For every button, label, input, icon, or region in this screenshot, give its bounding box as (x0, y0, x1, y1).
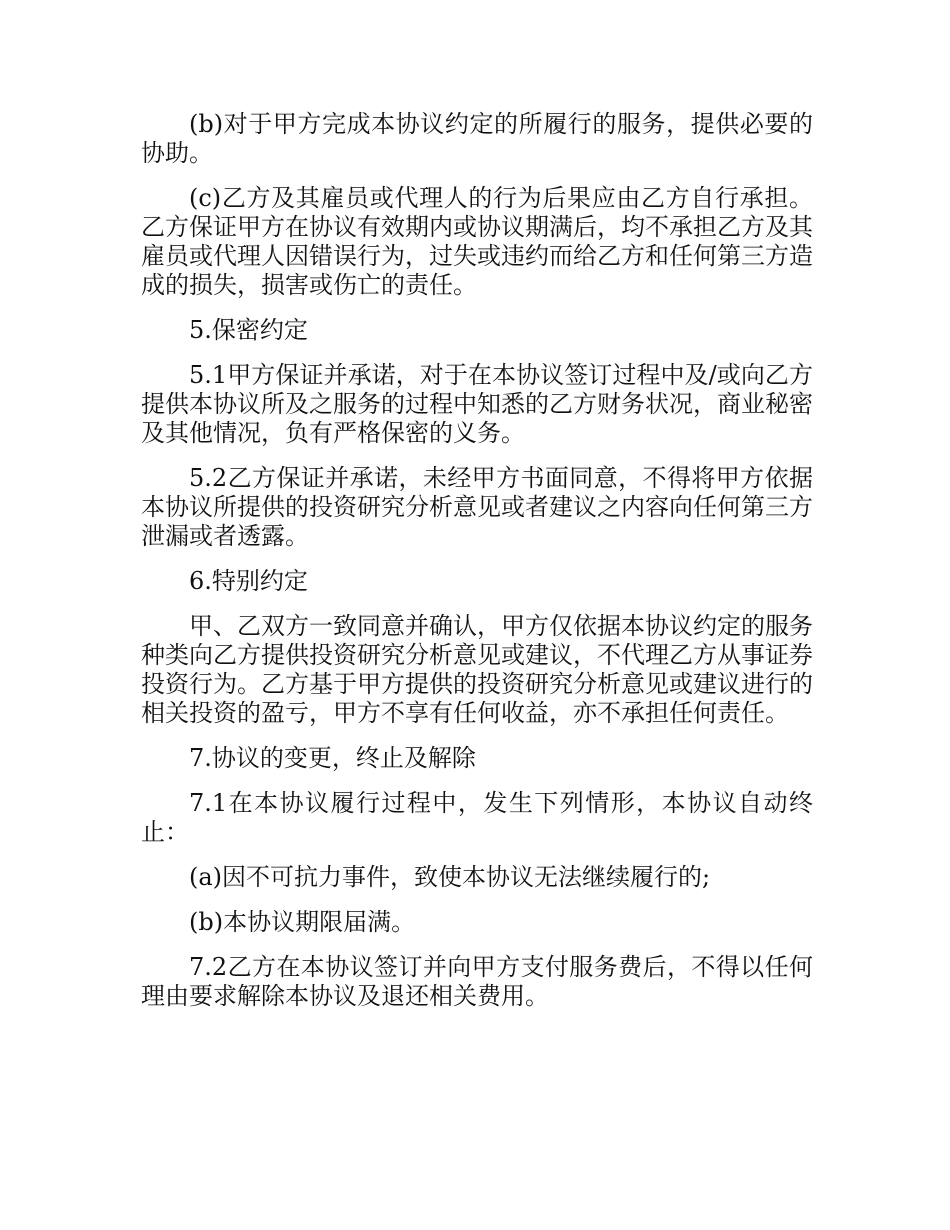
paragraph-7-1-a: (a)因不可抗力事件，致使本协议无法继续履行的; (189, 863, 711, 891)
paragraph-7-1: 7.1在本协议履行过程中，发生下列情形，本协议自动终止： (141, 789, 813, 846)
paragraph-5-2: 5.2乙方保证并承诺，未经甲方书面同意，不得将甲方依据本协议所提供的投资研究分析意见或者建议之内容向任何第三方泄漏或者透露。 (141, 464, 813, 550)
document-body (141, 110, 813, 1027)
section-heading-confidentiality: 5.保密约定 (189, 316, 308, 344)
paragraph-special-terms: 甲、乙双方一致同意并确认，甲方仅依据本协议约定的服务种类向乙方提供投资研究分析意见或建议，不代理乙方从事证券投资行为。乙方基于甲方提供的投资研究分析意见或建议进行的相关投资的盈亏，甲方不享有任何收益，亦不承担任何责任。 (141, 612, 813, 727)
paragraph-c-liability: (c)乙方及其雇员或代理人的行为后果应由乙方自行承担。乙方保证甲方在协议有效期内或协议期满后，均不承担乙方及其雇员或代理人因错误行为，过失或违约而给乙方和任何第三方造成的损失，损害或伤亡的责任。 (141, 184, 813, 299)
paragraph-5-1: 5.1甲方保证并承诺，对于在本协议签订过程中及/或向乙方提供本协议所及之服务的过程中知悉的乙方财务状况，商业秘密及其他情况，负有严格保密的义务。 (141, 361, 813, 447)
section-heading-change-termination: 7.协议的变更，终止及解除 (189, 744, 476, 772)
paragraph-7-1-b: (b)本协议期限届满。 (189, 908, 416, 936)
section-heading-special-terms: 6.特别约定 (189, 567, 308, 595)
paragraph-b-assistance: (b)对于甲方完成本协议约定的所履行的服务，提供必要的协助。 (141, 110, 813, 167)
paragraph-7-2: 7.2乙方在本协议签订并向甲方支付服务费后，不得以任何理由要求解除本协议及退还相关费用。 (141, 953, 813, 1010)
